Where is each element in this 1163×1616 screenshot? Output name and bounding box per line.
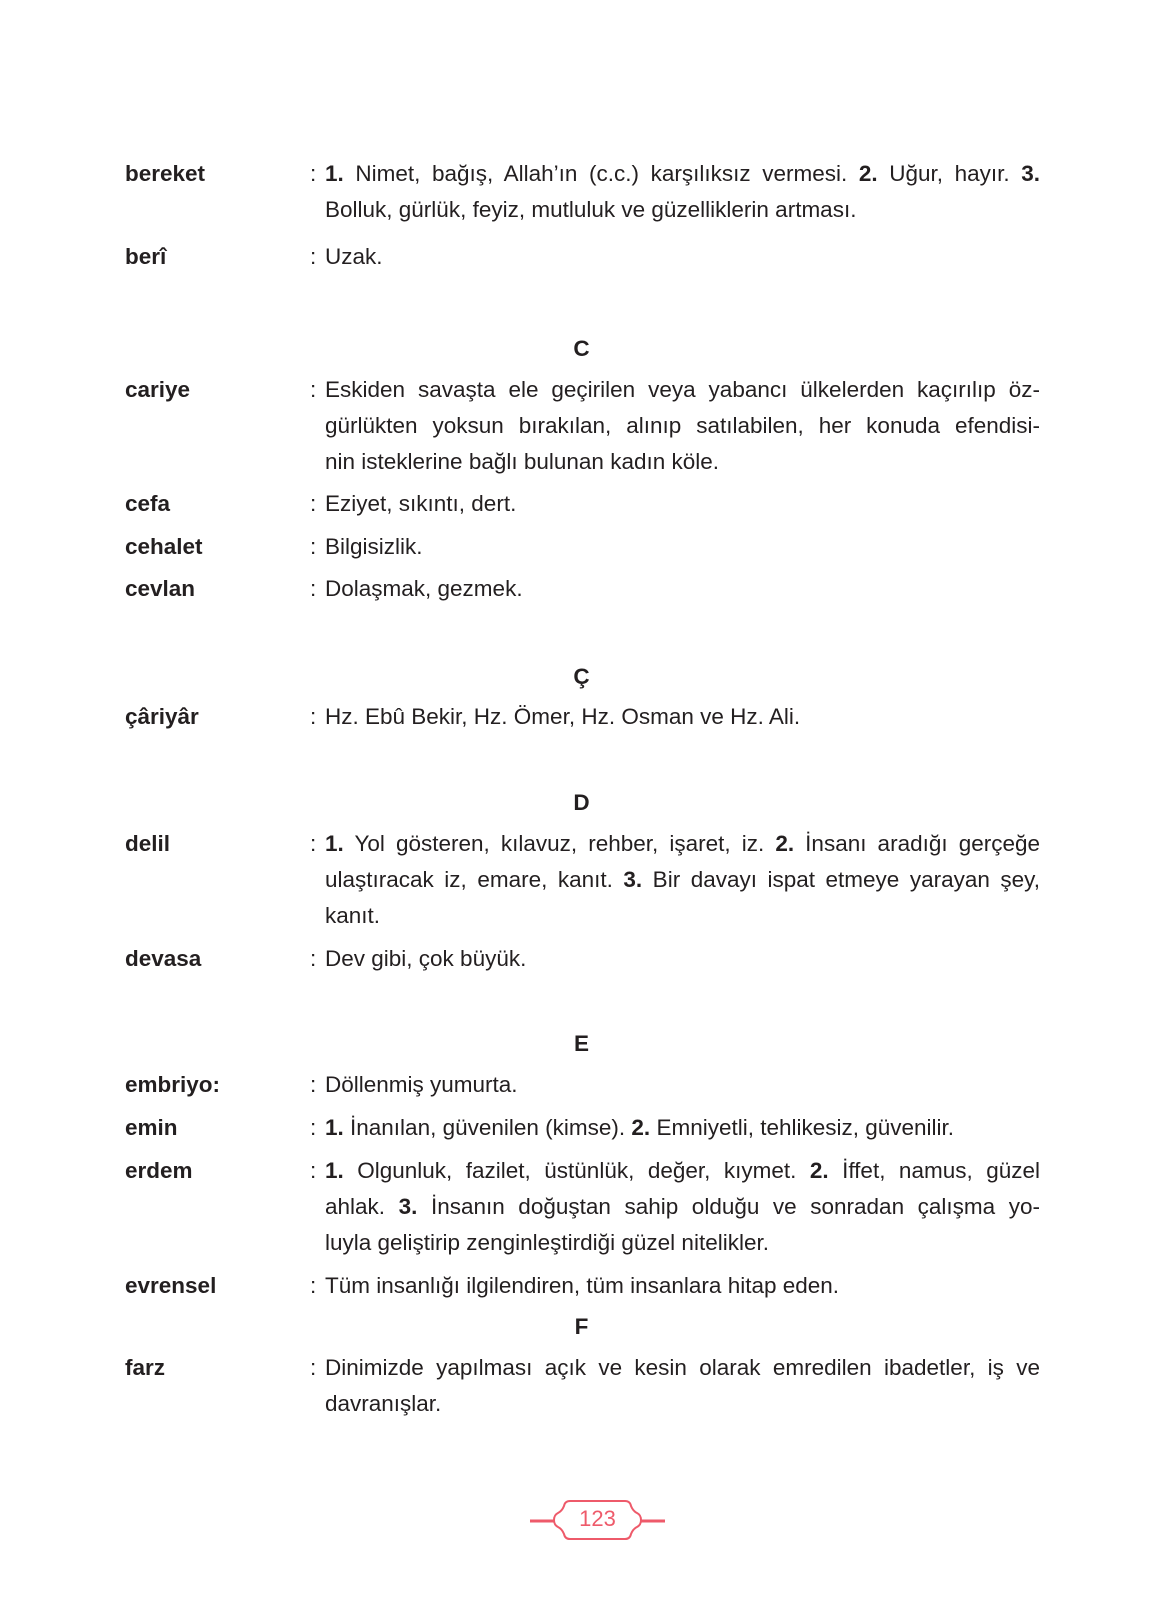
sense-number: 2.: [858, 161, 878, 186]
entry-term: evrensel: [125, 1273, 217, 1298]
definition-text: Emniyetli, tehlikesiz, güvenilir.: [650, 1115, 955, 1140]
definition-text: İffet, namus, güzel: [828, 1158, 1040, 1183]
definition-text: İnsanın doğuştan sahip olduğu ve sonradan çalışma yo-: [417, 1194, 1040, 1219]
entry-colon: :: [310, 1072, 317, 1097]
definition-text: Eskiden savaşta ele geçirilen veya yabancı ülkelerden kaçırılıp öz-: [325, 377, 1040, 402]
entry-colon: :: [310, 1355, 317, 1380]
section-letter-f: F: [574, 1314, 589, 1339]
page-number: 123: [579, 1506, 616, 1531]
definition-text: İnanılan, güvenilen (kimse).: [343, 1115, 632, 1140]
definition-text: Hz. Ebû Bekir, Hz. Ömer, Hz. Osman ve Hz. Ali.: [325, 704, 801, 729]
definition-text: Dolaşmak, gezmek.: [325, 576, 523, 601]
definition-text: Eziyet, sıkıntı, dert.: [325, 491, 517, 516]
definition-line: [325, 156, 1040, 192]
definition-line: [325, 239, 1040, 275]
entry-term: çâriyâr: [125, 704, 199, 729]
definition-text: Döllenmiş yumurta.: [325, 1072, 518, 1097]
sense-number: 3.: [1021, 161, 1041, 186]
definition-line: [325, 1153, 1040, 1189]
definition-text: Dinimizde yapılması açık ve kesin olarak emredilen ibadetler, iş ve: [325, 1355, 1040, 1380]
entry-colon: :: [310, 704, 317, 729]
entry-term: bereket: [125, 161, 206, 186]
definition-line: [325, 192, 1040, 228]
entry-term: delil: [125, 831, 171, 856]
sense-number: 1.: [325, 831, 344, 856]
entry-definition: [325, 941, 1040, 977]
definition-line: [325, 1189, 1040, 1225]
entry-definition: [325, 486, 1040, 522]
sense-number: 1.: [325, 1158, 344, 1183]
definition-line: [325, 898, 1040, 934]
page-number-badge: [530, 1495, 665, 1545]
sense-number: 1.: [325, 1115, 344, 1140]
entry-colon: :: [310, 576, 317, 601]
definition-text: ahlak.: [325, 1194, 399, 1219]
definition-text: Olgunluk, fazilet, üstünlük, değer, kıymet.: [343, 1158, 810, 1183]
definition-text: gürlükten yoksun bırakılan, alınıp satılabilen, her konuda efendisi-: [325, 413, 1040, 438]
definition-line: [325, 529, 1040, 565]
entry-term: erdem: [125, 1158, 193, 1183]
entry-term: emin: [125, 1115, 178, 1140]
definition-line: [325, 1110, 1040, 1146]
entry-term: devasa: [125, 946, 202, 971]
entry-term: cefa: [125, 491, 171, 516]
definition-text: Dev gibi, çok büyük.: [325, 946, 527, 971]
definition-text: Uzak.: [325, 244, 383, 269]
definition-text: kanıt.: [325, 903, 381, 928]
definition-line: [325, 1268, 1040, 1304]
definition-line: [325, 408, 1040, 444]
definition-line: [325, 826, 1040, 862]
entry-colon: :: [310, 1158, 317, 1183]
entry-definition: [325, 156, 1040, 228]
section-letter-c-cedilla: Ç: [573, 664, 590, 689]
entry-definition: [325, 826, 1040, 934]
definition-line: [325, 444, 1040, 480]
definition-text: Uğur, hayır.: [877, 161, 1022, 186]
definition-text: Bir davayı ispat etmeye yarayan şey,: [642, 867, 1040, 892]
entry-definition: [325, 372, 1040, 480]
section-letter-d: D: [573, 790, 590, 815]
entry-colon: :: [310, 377, 317, 402]
entry-definition: [325, 1067, 1040, 1103]
entry-colon: :: [310, 831, 317, 856]
entry-colon: :: [310, 1115, 317, 1140]
entry-term: farz: [125, 1355, 166, 1380]
definition-line: [325, 372, 1040, 408]
definition-text: nin isteklerine bağlı bulunan kadın köle.: [325, 449, 720, 474]
definition-line: [325, 571, 1040, 607]
definition-line: [325, 1067, 1040, 1103]
section-letter-e: E: [573, 1031, 589, 1056]
definition-line: [325, 1350, 1040, 1386]
definition-text: Bilgisizlik.: [325, 534, 423, 559]
definition-text: ulaştıracak iz, emare, kanıt.: [325, 867, 624, 892]
definition-text: Yol gösteren, kılavuz, rehber, işaret, iz.: [343, 831, 776, 856]
section-letter-c: C: [573, 336, 590, 361]
definition-line: [325, 486, 1040, 522]
definition-text: Nimet, bağış, Allah’ın (c.c.) karşılıksız vermesi.: [343, 161, 859, 186]
entry-definition: [325, 529, 1040, 565]
definition-line: [325, 862, 1040, 898]
entry-colon: :: [310, 491, 317, 516]
entry-colon: :: [310, 1273, 317, 1298]
sense-number: 1.: [325, 161, 344, 186]
entry-term: cevlan: [125, 576, 196, 601]
definition-text: Bolluk, gürlük, feyiz, mutluluk ve güzelliklerin artması.: [325, 197, 857, 222]
definition-line: [325, 1386, 1040, 1422]
entry-term: cariye: [125, 377, 191, 402]
entry-definition: [325, 571, 1040, 607]
entry-definition: [325, 239, 1040, 275]
entry-definition: [325, 1350, 1040, 1422]
entry-definition: [325, 1110, 1040, 1146]
sense-number: 2.: [775, 831, 795, 856]
definition-text: luyla geliştirip zenginleştirdiği güzel nitelikler.: [325, 1230, 769, 1255]
entry-colon: :: [310, 534, 317, 559]
definition-line: [325, 699, 1040, 735]
definition-line: [325, 1225, 1040, 1261]
entry-term: berî: [125, 244, 167, 269]
entry-term: embriyo:: [125, 1072, 221, 1097]
definition-line: [325, 941, 1040, 977]
definition-text: davranışlar.: [325, 1391, 442, 1416]
sense-number: 2.: [809, 1158, 829, 1183]
entry-definition: [325, 699, 1040, 735]
sense-number: 3.: [398, 1194, 418, 1219]
entry-definition: [325, 1268, 1040, 1304]
entry-colon: :: [310, 946, 317, 971]
entry-colon: :: [310, 161, 317, 186]
entry-term: cehalet: [125, 534, 203, 559]
sense-number: 2.: [631, 1115, 651, 1140]
sense-number: 3.: [623, 867, 643, 892]
definition-text: İnsanı aradığı gerçeğe: [794, 831, 1041, 856]
entry-definition: [325, 1153, 1040, 1261]
definition-text: Tüm insanlığı ilgilendiren, tüm insanlara hitap eden.: [325, 1273, 840, 1298]
entry-colon: :: [310, 244, 317, 269]
